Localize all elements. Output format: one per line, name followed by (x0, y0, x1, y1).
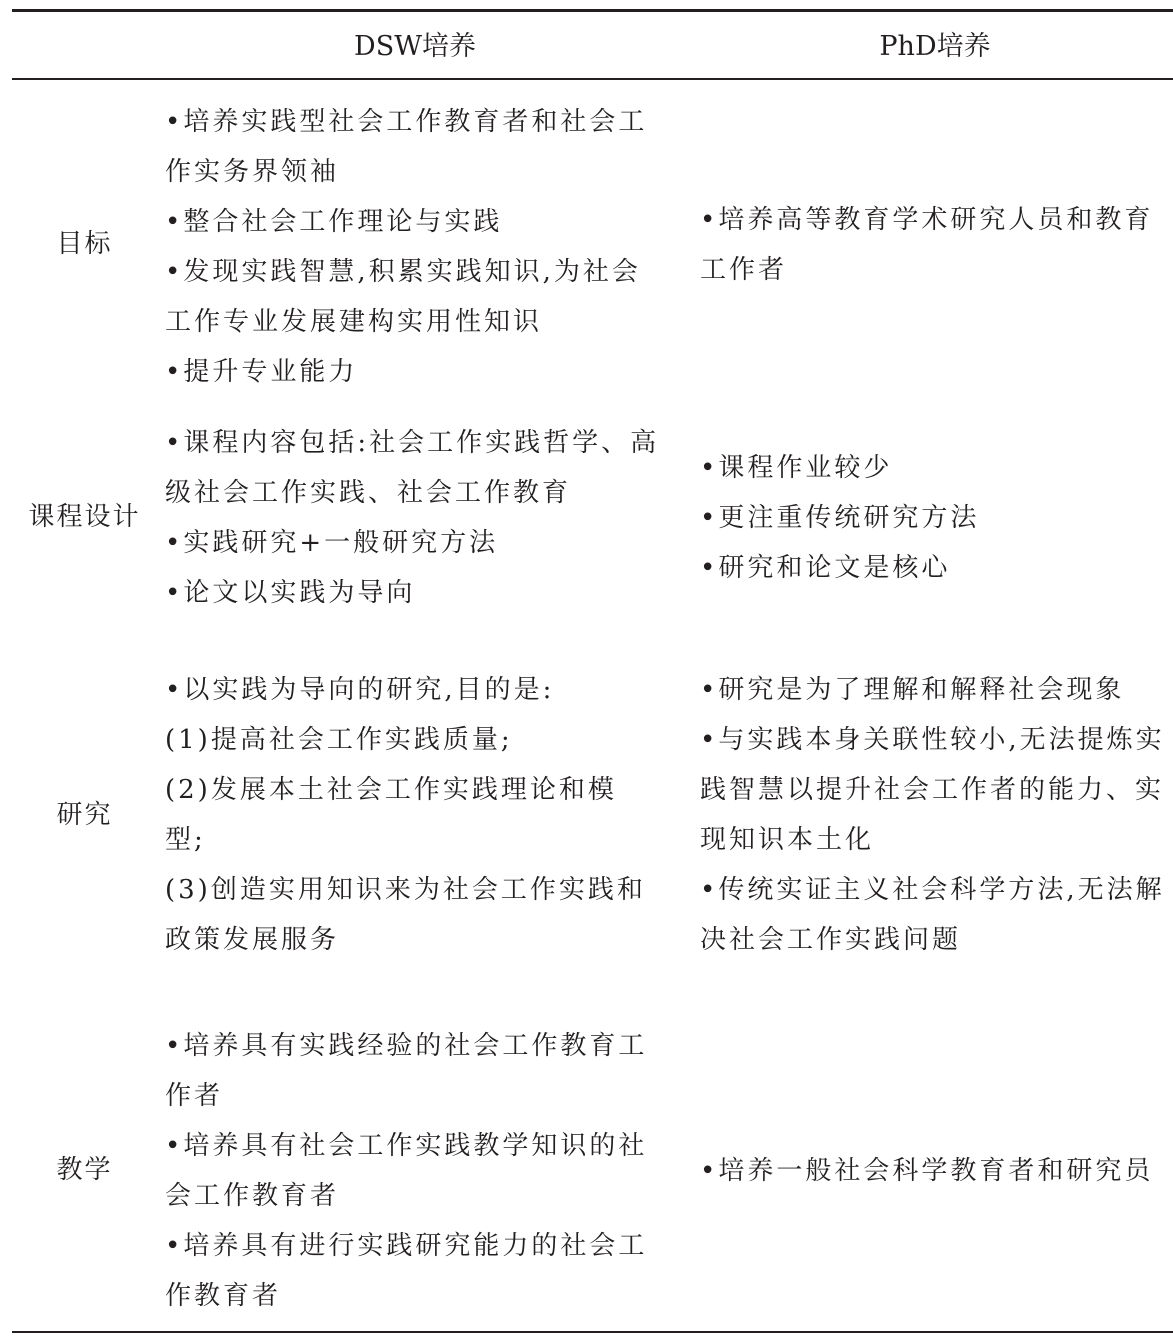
research-phd-cell (700, 665, 1170, 965)
teaching-dsw-cell (165, 1021, 665, 1321)
research-dsw-line: •以实践为导向的研究,目的是: (165, 675, 555, 705)
goal-dsw-line: •提升专业能力 (165, 357, 358, 387)
research-dsw-cell (165, 665, 665, 965)
research-dsw-line: 政策发展服务 (165, 925, 340, 955)
research-dsw-line: 型; (165, 825, 206, 855)
goal-dsw-line: •发现实践智慧,积累实践知识,为社会 (165, 257, 641, 287)
column-header-phd: PhD培养 (879, 31, 991, 62)
goal-dsw-cell (165, 97, 665, 397)
research-dsw-line: (3)创造实用知识来为社会工作实践和 (165, 875, 646, 905)
curriculum-dsw-line: •实践研究+一般研究方法 (165, 528, 499, 558)
row-label-research: 研究 (56, 800, 113, 830)
table-bottom-rule (12, 1331, 1173, 1333)
research-dsw-line: (2)发展本土社会工作实践理论和模 (165, 775, 617, 805)
row-label-teaching: 教学 (56, 1155, 113, 1185)
teaching-dsw-line: •培养具有进行实践研究能力的社会工 (165, 1231, 648, 1261)
curriculum-phd-line: •更注重传统研究方法 (700, 503, 980, 533)
goal-phd-line: 工作者 (700, 255, 788, 285)
teaching-dsw-line: •培养具有社会工作实践教学知识的社 (165, 1131, 648, 1161)
curriculum-dsw-line: •课程内容包括:社会工作实践哲学、高 (165, 428, 660, 458)
goal-phd-cell (700, 195, 1170, 295)
research-phd-line: •与实践本身关联性较小,无法提炼实 (700, 725, 1165, 755)
table-header-rule (12, 78, 1173, 80)
research-dsw-line: (1)提高社会工作实践质量; (165, 725, 513, 755)
curriculum-dsw-cell (165, 418, 665, 618)
research-phd-line: •传统实证主义社会科学方法,无法解 (700, 875, 1165, 905)
goal-dsw-line: •整合社会工作理论与实践 (165, 207, 503, 237)
curriculum-dsw-line: •论文以实践为导向 (165, 578, 416, 608)
goal-dsw-line: •培养实践型社会工作教育者和社会工 (165, 107, 648, 137)
curriculum-phd-line: •研究和论文是核心 (700, 553, 951, 583)
curriculum-dsw-line: 级社会工作实践、社会工作教育 (165, 478, 572, 508)
teaching-phd-cell (700, 1146, 1170, 1196)
teaching-phd-line: •培养一般社会科学教育者和研究员 (700, 1156, 1154, 1186)
row-label-goal: 目标 (56, 229, 113, 259)
curriculum-phd-line: •课程作业较少 (700, 453, 893, 483)
research-phd-line: 践智慧以提升社会工作者的能力、实 (700, 775, 1165, 805)
teaching-dsw-line: •培养具有实践经验的社会工作教育工 (165, 1031, 648, 1061)
research-phd-line: •研究是为了理解和解释社会现象 (700, 675, 1125, 705)
teaching-dsw-line: 会工作教育者 (165, 1181, 340, 1211)
goal-dsw-line: 作实务界领袖 (165, 157, 340, 187)
curriculum-phd-cell (700, 443, 1170, 593)
column-header-dsw: DSW培养 (354, 31, 476, 62)
research-phd-line: 现知识本土化 (700, 825, 875, 855)
table-top-rule (12, 9, 1173, 12)
research-phd-line: 决社会工作实践问题 (700, 925, 962, 955)
row-label-curriculum: 课程设计 (28, 502, 141, 532)
teaching-dsw-line: 作者 (165, 1081, 224, 1111)
goal-phd-line: •培养高等教育学术研究人员和教育 (700, 205, 1154, 235)
goal-dsw-line: 工作专业发展建构实用性知识 (165, 307, 543, 337)
teaching-dsw-line: 作教育者 (165, 1281, 282, 1311)
